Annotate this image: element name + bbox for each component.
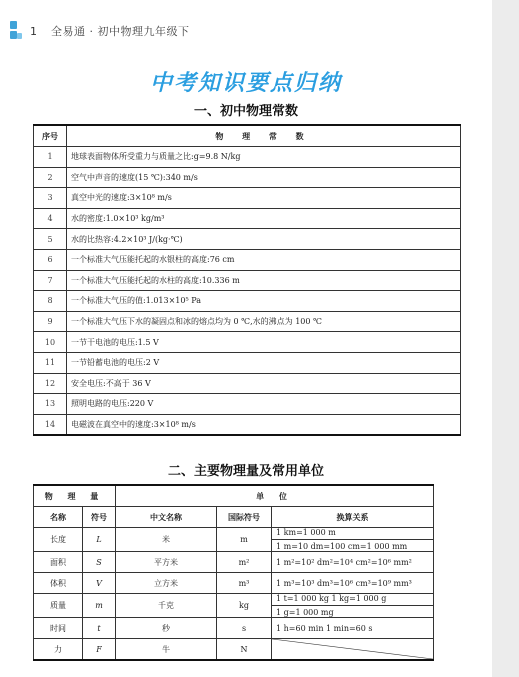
row-index: 11 xyxy=(34,352,67,373)
table-row xyxy=(34,573,434,594)
quantities-table xyxy=(33,484,434,661)
constant-text: 一个标准大气压能托起的水柱的高度:10.336 m xyxy=(67,270,461,291)
row-index: 4 xyxy=(34,208,67,229)
table-row xyxy=(34,332,461,353)
row-index: 3 xyxy=(34,188,67,209)
table-row xyxy=(34,249,461,270)
row-index: 2 xyxy=(34,167,67,188)
constant-text: 一个标准大气压的值:1.013×10⁵ Pa xyxy=(67,291,461,312)
book-logo-icon xyxy=(10,21,22,41)
main-title: 中考知识要点归纳 xyxy=(149,71,342,96)
constant-text: 安全电压:不高于 36 V xyxy=(67,373,461,394)
unit-intl-symbol: m² xyxy=(217,552,272,573)
conversion-line: 1 g=1 000 mg xyxy=(276,608,334,617)
constant-text: 一节干电池的电压:1.5 V xyxy=(67,332,461,353)
index-column-header: 序号 xyxy=(34,125,67,147)
name-column-header: 名称 xyxy=(34,507,83,528)
table-row xyxy=(34,208,461,229)
constant-text: 电磁波在真空中的速度:3×10⁸ m/s xyxy=(67,414,461,435)
section2-title: 二、主要物理量及常用单位 xyxy=(167,464,324,479)
unit-cn-name: 牛 xyxy=(116,639,217,661)
unit-conversion xyxy=(272,618,434,639)
quantity-name: 体积 xyxy=(34,573,83,594)
constant-text: 水的密度:1.0×10³ kg/m³ xyxy=(67,208,461,229)
table-header-row xyxy=(34,507,434,528)
row-index: 8 xyxy=(34,291,67,312)
book-title: 全易通 · 初中物理九年级下 xyxy=(51,25,190,38)
table-row xyxy=(34,352,461,373)
unit-intl-symbol: N xyxy=(217,639,272,661)
unit-cn-name: 米 xyxy=(116,528,217,552)
row-index: 10 xyxy=(34,332,67,353)
unit-cn-name: 平方米 xyxy=(116,552,217,573)
table-row xyxy=(34,167,461,188)
unit-conversion xyxy=(272,573,434,594)
quantity-symbol: t xyxy=(83,618,116,639)
unit-conversion xyxy=(272,552,434,573)
row-index: 6 xyxy=(34,249,67,270)
quantity-name: 长度 xyxy=(34,528,83,552)
conversion-line: 1 m³=10³ dm³=10⁶ cm³=10⁹ mm³ xyxy=(276,578,412,588)
unit-intl-symbol: s xyxy=(217,618,272,639)
section1-title: 一、初中物理常数 xyxy=(193,104,298,119)
conversion-column-header: 换算关系 xyxy=(272,507,434,528)
constant-text: 真空中光的速度:3×10⁸ m/s xyxy=(67,188,461,209)
constants-table xyxy=(33,124,461,436)
table-row xyxy=(34,414,461,435)
unit-cn-name: 立方米 xyxy=(116,573,217,594)
row-index: 12 xyxy=(34,373,67,394)
quantity-symbol: F xyxy=(83,639,116,661)
table-header-row xyxy=(34,125,461,147)
quantity-symbol: m xyxy=(83,594,116,618)
quantity-name: 时间 xyxy=(34,618,83,639)
table-row xyxy=(34,311,461,332)
viewer-side-margin xyxy=(492,0,519,677)
page-header xyxy=(10,20,190,42)
row-index: 9 xyxy=(34,311,67,332)
table-row xyxy=(34,618,434,639)
unit-intl-symbol: m xyxy=(217,528,272,552)
conversion-line: 1 t=1 000 kg 1 kg=1 000 g xyxy=(276,594,387,603)
quantity-symbol: V xyxy=(83,573,116,594)
unit-conversion xyxy=(272,639,434,661)
constant-text: 一节铅蓄电池的电压:2 V xyxy=(67,352,461,373)
quantity-symbol: S xyxy=(83,552,116,573)
diagonal-slash xyxy=(272,639,433,659)
intl-symbol-column-header: 国际符号 xyxy=(217,507,272,528)
row-index: 5 xyxy=(34,229,67,250)
row-index: 14 xyxy=(34,414,67,435)
unit-intl-symbol: m³ xyxy=(217,573,272,594)
conversion-line: 1 km=1 000 m xyxy=(276,528,336,537)
page-number: 1 xyxy=(30,24,37,38)
table-row xyxy=(34,594,434,618)
quantity-name: 力 xyxy=(34,639,83,661)
table-row xyxy=(34,394,461,415)
constant-text: 空气中声音的速度(15 ℃):340 m/s xyxy=(67,167,461,188)
quantity-group-header: 物 理 量 xyxy=(34,485,116,507)
unit-cn-name: 秒 xyxy=(116,618,217,639)
table-row xyxy=(34,552,434,573)
quantity-name: 面积 xyxy=(34,552,83,573)
unit-cn-name: 千克 xyxy=(116,594,217,618)
constant-text: 照明电路的电压:220 V xyxy=(67,394,461,415)
table-row xyxy=(34,373,461,394)
table-row xyxy=(34,291,461,312)
cn-name-column-header: 中文名称 xyxy=(116,507,217,528)
constant-text: 一个标准大气压能托起的水银柱的高度:76 cm xyxy=(67,249,461,270)
unit-group-header: 单 位 xyxy=(116,485,434,507)
table-row xyxy=(34,639,434,661)
table-row xyxy=(34,528,434,552)
row-index: 1 xyxy=(34,147,67,168)
quantity-name: 质量 xyxy=(34,594,83,618)
unit-conversion xyxy=(272,594,434,618)
unit-conversion xyxy=(272,528,434,552)
table-row xyxy=(34,229,461,250)
conversion-line: 1 h=60 min 1 min=60 s xyxy=(276,623,373,633)
constant-text: 地球表面物体所受重力与质量之比:g=9.8 N/kg xyxy=(67,147,461,168)
unit-intl-symbol: kg xyxy=(217,594,272,618)
quantity-symbol: L xyxy=(83,528,116,552)
table-row xyxy=(34,188,461,209)
constant-text: 一个标准大气压下水的凝固点和冰的熔点均为 0 ℃,水的沸点为 100 ℃ xyxy=(67,311,461,332)
conversion-line: 1 m=10 dm=100 cm=1 000 mm xyxy=(276,542,408,551)
conversion-line: 1 m²=10² dm²=10⁴ cm²=10⁶ mm² xyxy=(276,557,412,567)
table-group-row xyxy=(34,485,434,507)
row-index: 7 xyxy=(34,270,67,291)
table-row xyxy=(34,270,461,291)
table-row xyxy=(34,147,461,168)
constants-column-header: 物 理 常 数 xyxy=(67,125,461,147)
constant-text: 水的比热容:4.2×10³ J/(kg·℃) xyxy=(67,229,461,250)
symbol-column-header: 符号 xyxy=(83,507,116,528)
row-index: 13 xyxy=(34,394,67,415)
